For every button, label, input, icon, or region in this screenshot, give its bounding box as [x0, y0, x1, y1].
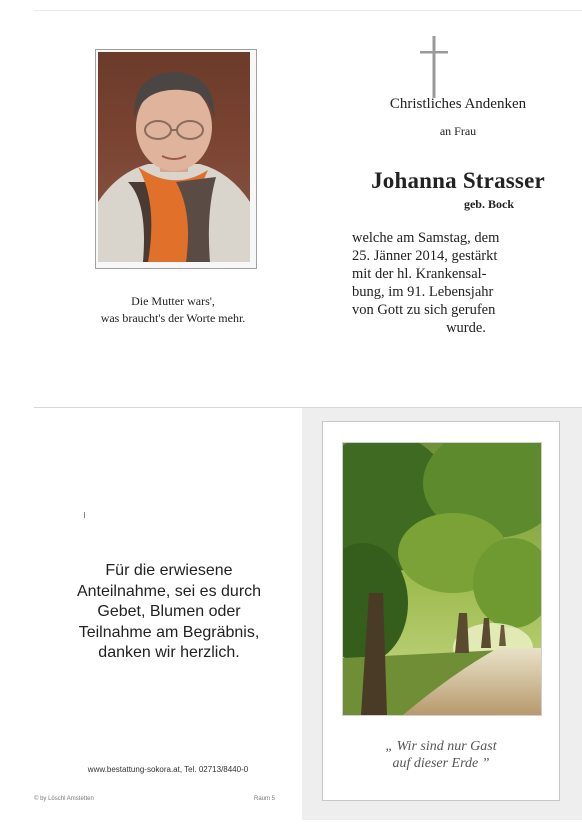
card-front — [34, 10, 582, 401]
image-quote-line: „ Wir sind nur Gast — [385, 739, 497, 754]
divider-mark — [84, 512, 85, 518]
bio-text — [352, 229, 580, 337]
thanks-line: danken wir herzlich. — [98, 644, 240, 661]
card-back-right — [302, 407, 582, 820]
image-quote — [323, 738, 559, 772]
photo-caption-line: Die Mutter wars', — [131, 294, 215, 308]
cross-icon — [420, 36, 448, 105]
photo-caption — [64, 293, 282, 327]
image-card — [322, 421, 560, 801]
avenue-image — [342, 442, 542, 716]
thanks-line: Für die erwiesene — [105, 562, 233, 579]
image-quote-line: auf dieser Erde ” — [392, 756, 490, 771]
thanks-line: Gebet, Blumen oder — [97, 603, 241, 620]
maiden-name: geb. Bock — [463, 197, 514, 211]
card-back-left — [34, 407, 302, 820]
thanks-text — [74, 561, 264, 664]
model-note: Raum 5 — [254, 796, 276, 802]
salutation: an Frau — [439, 124, 477, 138]
portrait-frame — [95, 49, 257, 269]
bio-line: mit der hl. Krankensal- — [352, 266, 487, 282]
bio-line: welche am Samstag, dem — [352, 230, 500, 246]
bio-line: von Gott zu sich gerufen — [352, 302, 496, 318]
bio-line: bung, im 91. Lebensjahr — [352, 284, 494, 300]
printer-note: © by Löschl Amstetten — [34, 796, 94, 802]
bio-line: 25. Jänner 2014, gestärkt — [352, 248, 498, 264]
bio-line: wurde. — [446, 320, 486, 336]
funeral-home-contact: www.bestattung-sokora.at, Tel. 02713/8440-0 — [87, 765, 249, 774]
thanks-line: Anteilnahme, sei es durch — [76, 582, 262, 600]
deceased-name: Johanna Strasser — [371, 168, 545, 193]
photo-caption-line: was braucht's der Worte mehr. — [100, 311, 246, 325]
heading: Christliches Andenken — [389, 96, 527, 112]
thanks-line: Teilnahme am Begräbnis, — [78, 623, 260, 641]
portrait-photo — [98, 52, 250, 262]
